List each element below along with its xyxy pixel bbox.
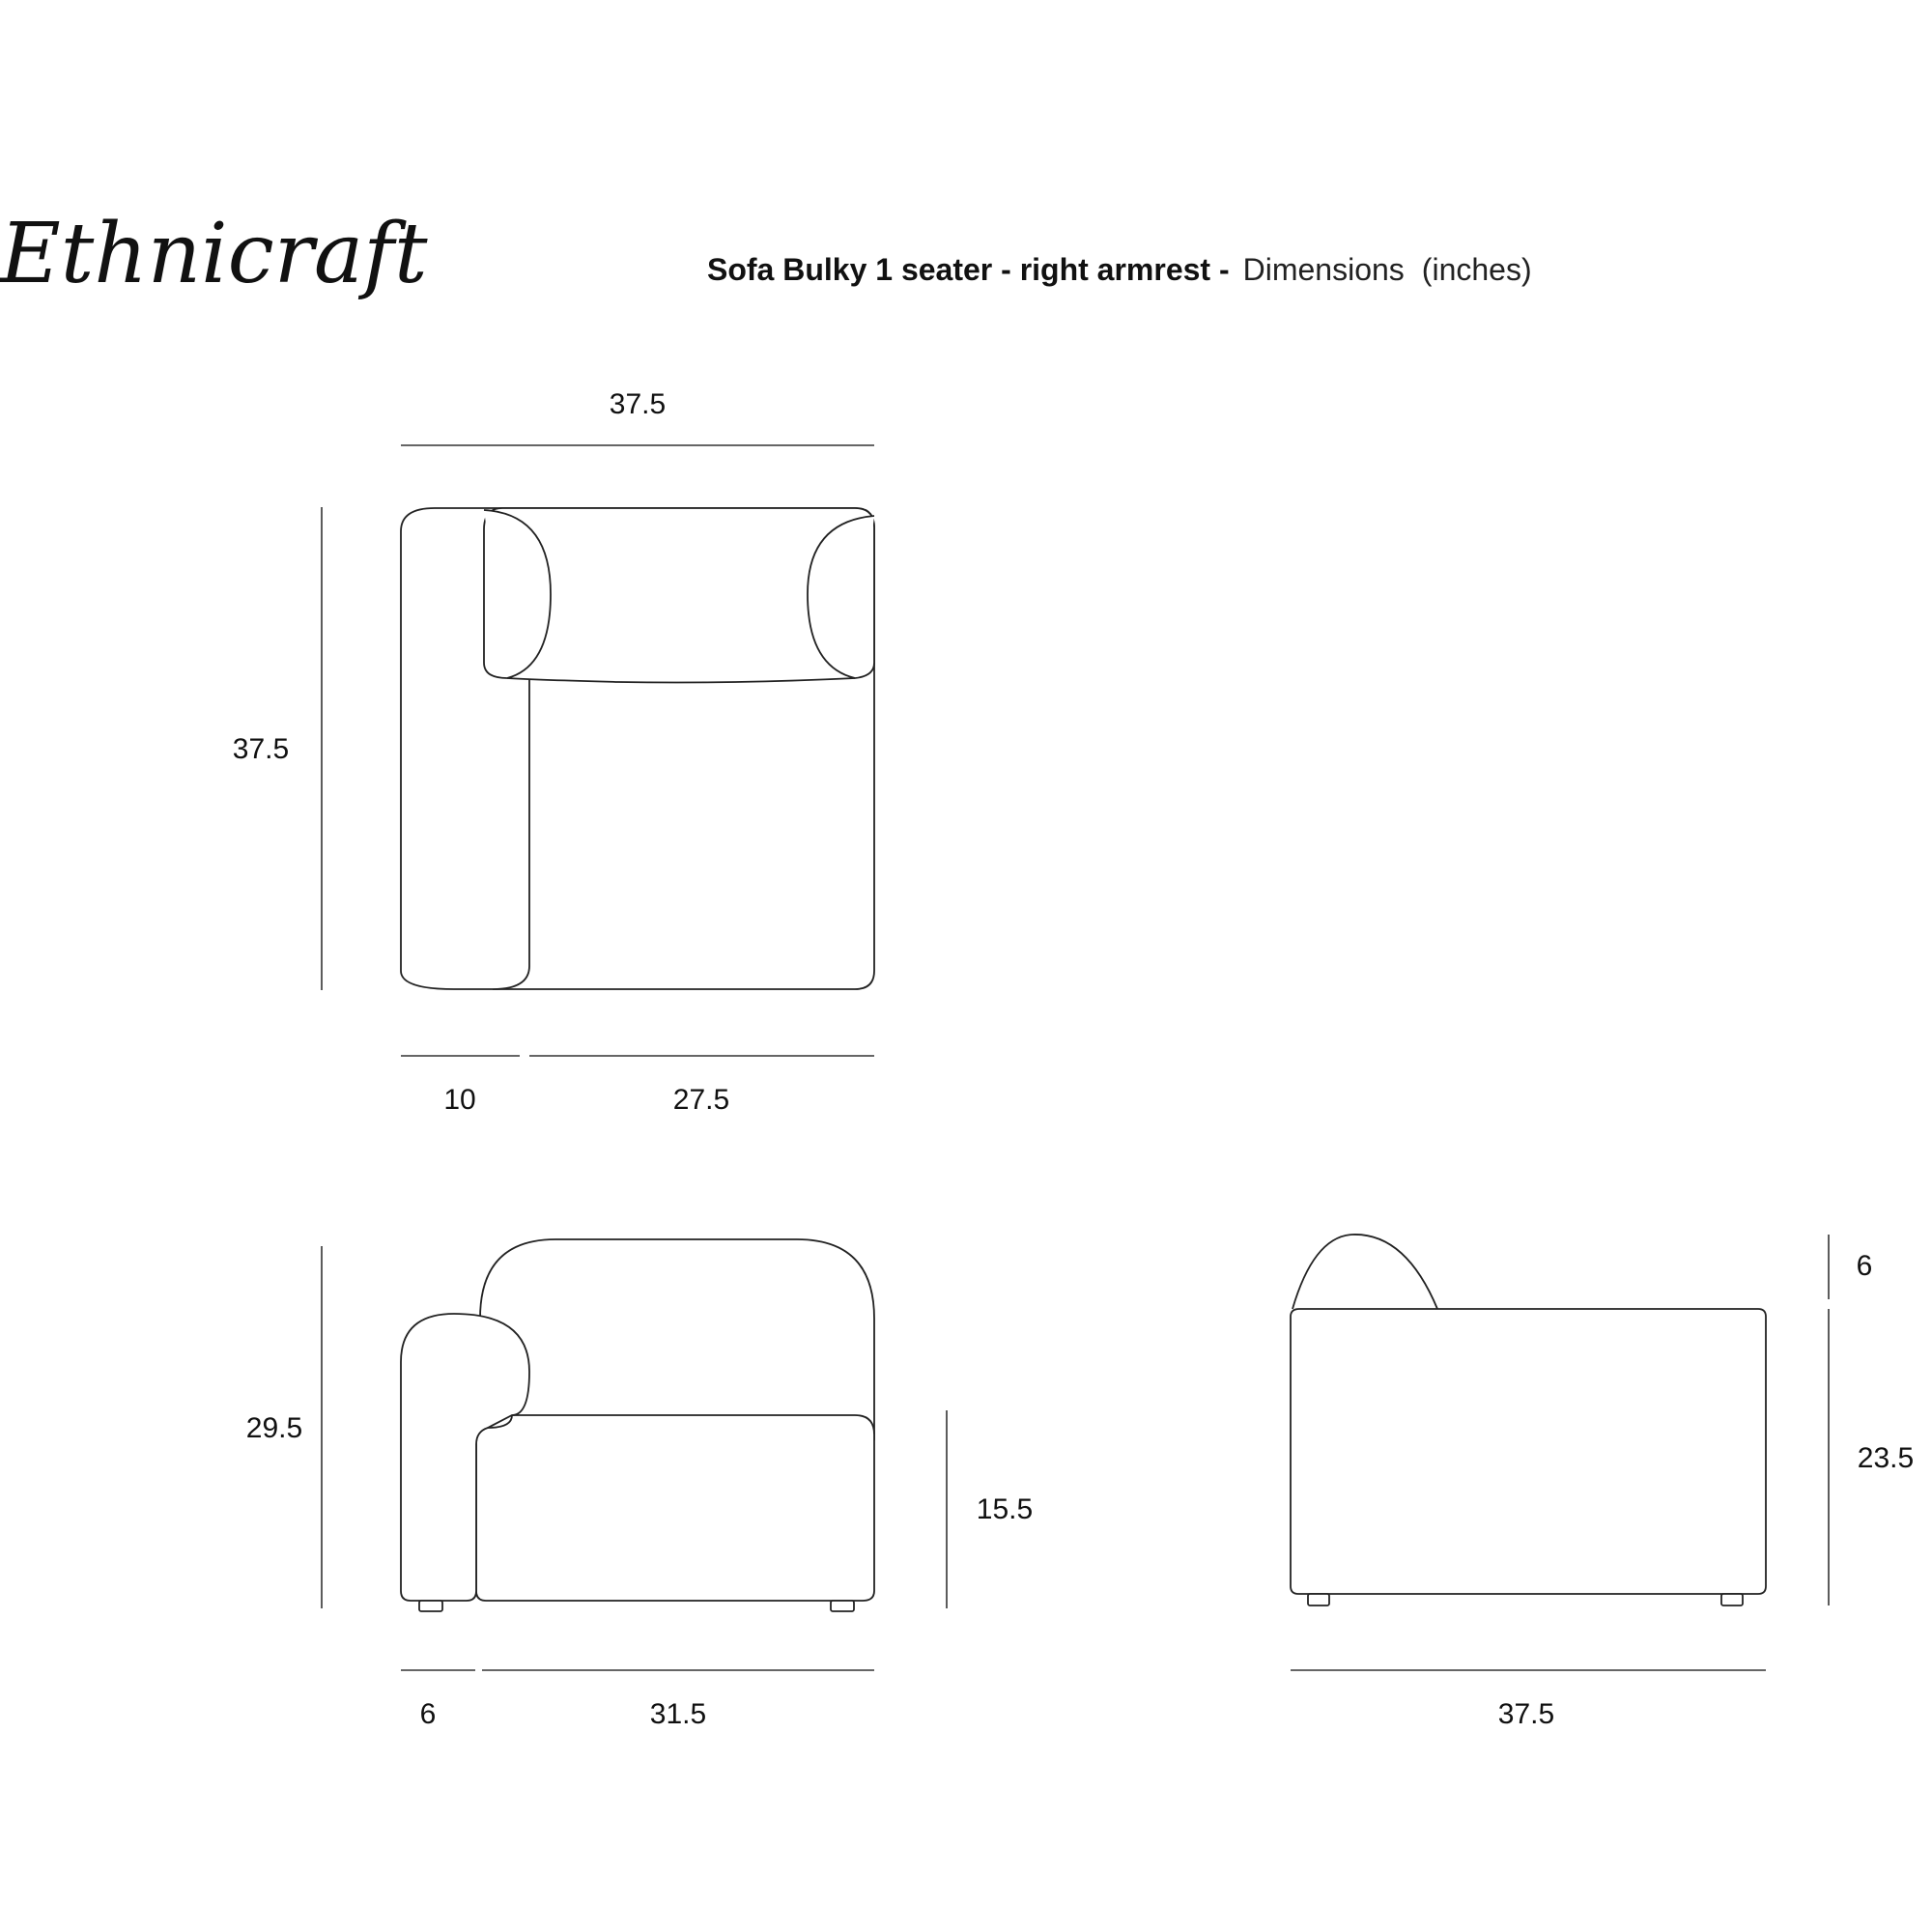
product-name: Sofa Bulky 1 seater - right armrest - <box>707 252 1230 287</box>
top-view <box>233 388 874 1116</box>
title-unit: (inches) <box>1421 252 1532 287</box>
side-view <box>1291 1235 1914 1730</box>
seat-front <box>476 1415 874 1601</box>
side-body <box>1291 1309 1766 1594</box>
side-right-foot <box>1721 1594 1743 1605</box>
side-left-foot <box>1308 1594 1329 1605</box>
seat-height-label: 15.5 <box>976 1493 1034 1525</box>
top-armrest-width-label: 10 <box>443 1084 476 1116</box>
top-depth-label: 37.5 <box>232 733 290 765</box>
side-body-height-label: 23.5 <box>1857 1442 1915 1474</box>
page-title <box>707 252 1532 287</box>
top-seat-width-label: 27.5 <box>672 1084 730 1116</box>
front-seat-width-label: 31.5 <box>649 1698 707 1730</box>
side-depth-label: 37.5 <box>1497 1698 1555 1730</box>
front-view <box>246 1239 1033 1730</box>
side-cushion-height-label: 6 <box>1856 1250 1873 1282</box>
side-cushion <box>1293 1235 1437 1309</box>
backrest-front <box>480 1239 874 1439</box>
top-width-label: 37.5 <box>609 388 667 420</box>
front-right-foot <box>831 1601 854 1611</box>
title-suffix: Dimensions <box>1242 252 1405 287</box>
front-left-foot <box>419 1601 442 1611</box>
front-height-label: 29.5 <box>245 1412 303 1444</box>
front-armrest-width-label: 6 <box>419 1698 437 1730</box>
ethnicraft-logo: Ethnicraft <box>0 206 428 302</box>
